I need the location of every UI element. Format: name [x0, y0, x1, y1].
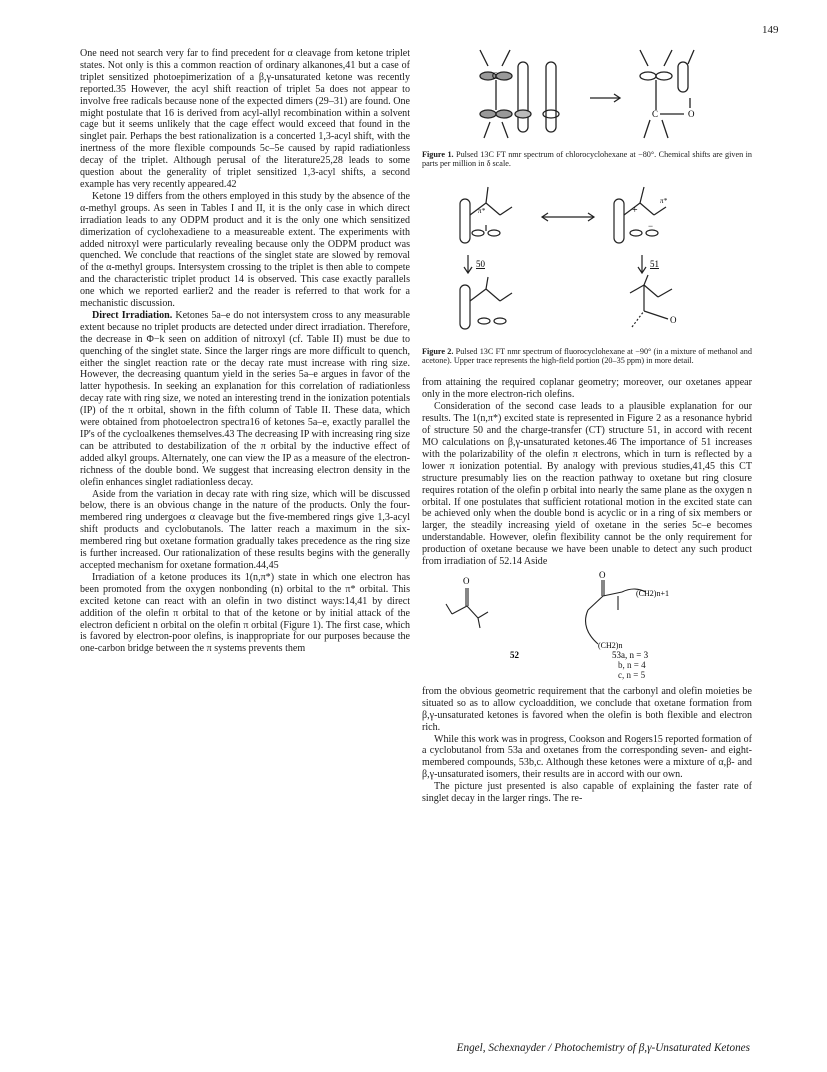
section-run-head: Direct Irradiation.	[92, 309, 173, 321]
figure-2-caption	[422, 347, 752, 366]
structures-52-53	[422, 569, 752, 680]
paragraph	[80, 310, 410, 489]
page-number: 149	[762, 24, 779, 36]
figure-1-diagram	[422, 48, 752, 146]
figure-2-diagram	[422, 181, 752, 343]
caption-label: Figure 1.	[422, 149, 454, 159]
atom-label: C	[492, 71, 499, 81]
left-column	[80, 48, 410, 655]
atom-label: O	[670, 314, 677, 325]
paragraph: Ketone 19 differs from the others employed in this study by the absence of the α-methyl groups. As seen in Tables I and II, it is the only case in which direct irradiation leads to any ODPM product and it is the only one which sensitized dimerization of cyclohexadiene to a measureable extent. The experiments with added nitroxyl were particularly revealing because only the ODPM product was quenched. We conclude that reactions of the singlet state are slowed by removal of the α-methyl groups. Intersystem crossing to the triplet is then able to compete and the characteristic triplet product 14 is observed. This case exactly parallels one which we reported earlier2 and the reader is referred to that work for a mechanistic discussion.	[80, 190, 410, 310]
structure-label-52: 52	[510, 649, 519, 660]
paragraph: The picture just presented is also capable of explaining the faster rate of singlet decay in the larger rings. The re-	[422, 781, 752, 805]
figure-1	[422, 48, 752, 169]
figure-1-caption	[422, 150, 752, 169]
paragraph: While this work was in progress, Cookson and Rogers15 reported formation of a cyclobutanol from 53a and oxetanes from the corresponding seven- and eight-membered compounds, 53b,c. Although these ketones were a mixture of α,β- and β,γ-unsaturated isomers, their results are in accord with our own.	[422, 733, 752, 781]
paragraph: Aside from the variation in decay rate with ring size, which will be discussed below, there is an obvious change in the nature of the products. Only the four-membered ring undergoes α cleavage but the five-membered rings give 1,3-acyl shift products and cyclobutanols. The latter reach a maximum in the six-membered ring but oxetane formation gradually takes precedence as the ring size is further increased. Our rationalization of these results begins with the generally accepted mechanism for oxetane formation.44,45	[80, 488, 410, 571]
caption-text: Pulsed 13C FT nmr spectrum of chlorocyclohexane at −80°. Chemical shifts are given in parts per million in δ scale.	[422, 149, 752, 169]
atom-label: C	[652, 109, 659, 119]
paragraph: Irradiation of a ketone produces its 1(n,π*) state in which one electron has been promoted from the oxygen nonbonding (n) orbital to the π* orbital. This excited ketone can react with an olefin in two distinct ways:14,41 by direct addition of the olefin π orbital to that of the ketone or by initial attack of the electron deficient n orbital on the olefin π orbital (Figure 1). The first case, which is favored by electron-poor olefins, is inappropriate for our purposes because the one-carbon bridge between the π systems prevents them	[80, 571, 410, 655]
atom-label: O	[463, 575, 470, 586]
paragraph-text: Ketones 5a–e do not intersystem cross to any measurable extent because no triplet products are detected under direct irradiation. Therefore, the decrease in Φ−k seen on addition of nitroxyl (cf. Table II) must be due to quenching of the singlet state. Since the larger rings are more difficult to quench, either the singlet reaction rate or the decay rate must increase with ring size. However, the decreasing quantum yield in the series 5a–e argues in favor of the latter hypothesis. In seeking an explanation for this correlation of radiationless decay rate with ring size, we noted an interesting trend in the ionization potentials (IP) of the π orbital, shown in the fifth column of Table II. These data, which were obtained from photoelectron spectra16 of ketones 5a–e, exactly parallel the IP's of the cycloalkenes themselves.43 The decreasing IP with increasing ring size can be attributed to destabilization of the π orbital by the inductive effect of added alkyl groups. Alternately, one can view the IP as a measure of the electron-richness of the double bond. We suggest that increasing electron density in the olefin enhances singlet radiationless decay.	[80, 309, 410, 488]
caption-label: Figure 2.	[422, 346, 454, 356]
ch2-bottom-label: (CH2)n	[598, 640, 623, 650]
structure-label-50: 50	[476, 258, 485, 269]
paragraph: from the obvious geometric requirement that the carbonyl and olefin moieties be situated so as to allow cycloaddition, we conclude that oxetane formation from β,γ-unsaturated ketones is favored when the olefin is both flexible and electron rich.	[422, 685, 752, 733]
minus-charge: −	[648, 220, 654, 231]
paragraph: from attaining the required coplanar geometry; moreover, our oxetanes appear only in the more electron-rich olefins.	[422, 377, 752, 401]
atom-label: O	[688, 109, 695, 119]
atom-label: O	[599, 569, 606, 580]
figure-2	[422, 181, 752, 366]
paragraph: Consideration of the second case leads to a plausible explanation for our results. The 1(n,π*) excited state is represented in Figure 2 as a resonance hybrid of structure 50 and the charge-transfer (CT) structure 51, in accord with recent MO calculations on β,γ-unsaturated ketones.46 The importance of 51 increases with the polarizability of the olefin π electrons, which in turn is reflected by a lower π ionization potential. By analogy with previous studies,41,45 this CT structure presumably lies on the reaction pathway to oxetane but ring closure requires rotation of the olefin p orbital into nearly the same plane as the oxygen n orbital. If one postulates that sufficient rotational motion in the excited state can be achieved only when the double bond is acyclic or in a ring of six members or larger, the steadily increasing yield of oxetane in the series 5c–e becomes understandable. However, olefin flexibility cannot be the only requirement for production of oxetane because we have been unable to detect any such product from irradiation of 52.14 Aside	[422, 401, 752, 568]
structure-label-53a: 53a, n = 3	[612, 649, 649, 660]
pi-star-label: π*	[478, 206, 486, 215]
structures-diagram	[422, 570, 752, 664]
structure-label-53b: b, n = 4	[618, 659, 646, 670]
running-footer: Engel, Schexnayder / Photochemistry of β,γ-Unsaturated Ketones	[456, 1042, 750, 1054]
structure-labels-53bc	[618, 660, 646, 680]
paragraph: One need not search very far to find precedent for α cleavage from ketone triplet states. Not only is this a common reaction of ordinary alkanones,41 but a case of triplet sensitized photoepimerization of a β,γ-unsaturated ketone was recently reported.35 However, the acyl shift reaction of triplet 5a does not appear to involve free radicals because none of the expected dimers (29–31) are found. One might postulate that 16 is derived from acyl-allyl recombination within a solvent cage but it seems unlikely that the cage effect would exceed that found in the singlet pair. Perhaps the best rationalization is a concerted 1,3-acyl shift, with the inertness of the more flexible compounds 5c–5e caused by rapid radiationless decay of the triplet. Although perusal of the literature25,28 leads to some question about the generality of triplet sensitized 1,3-acyl shifts, a second example has very recently appeared.42	[80, 48, 410, 190]
right-column	[422, 48, 752, 805]
structure-label-53c: c, n = 5	[618, 669, 646, 680]
plus-charge: +	[632, 204, 638, 216]
pi-star-label: π*	[660, 196, 668, 205]
structure-label-51: 51	[650, 258, 659, 269]
caption-text: Pulsed 13C FT nmr spectrum of fluorocyclohexane at −90° (in a mixture of methanol and acetone). Upper trace represents the high-field portion (20–35 ppm) in more detail.	[422, 346, 752, 366]
ch2-top-label: (CH2)n+1	[636, 588, 669, 598]
